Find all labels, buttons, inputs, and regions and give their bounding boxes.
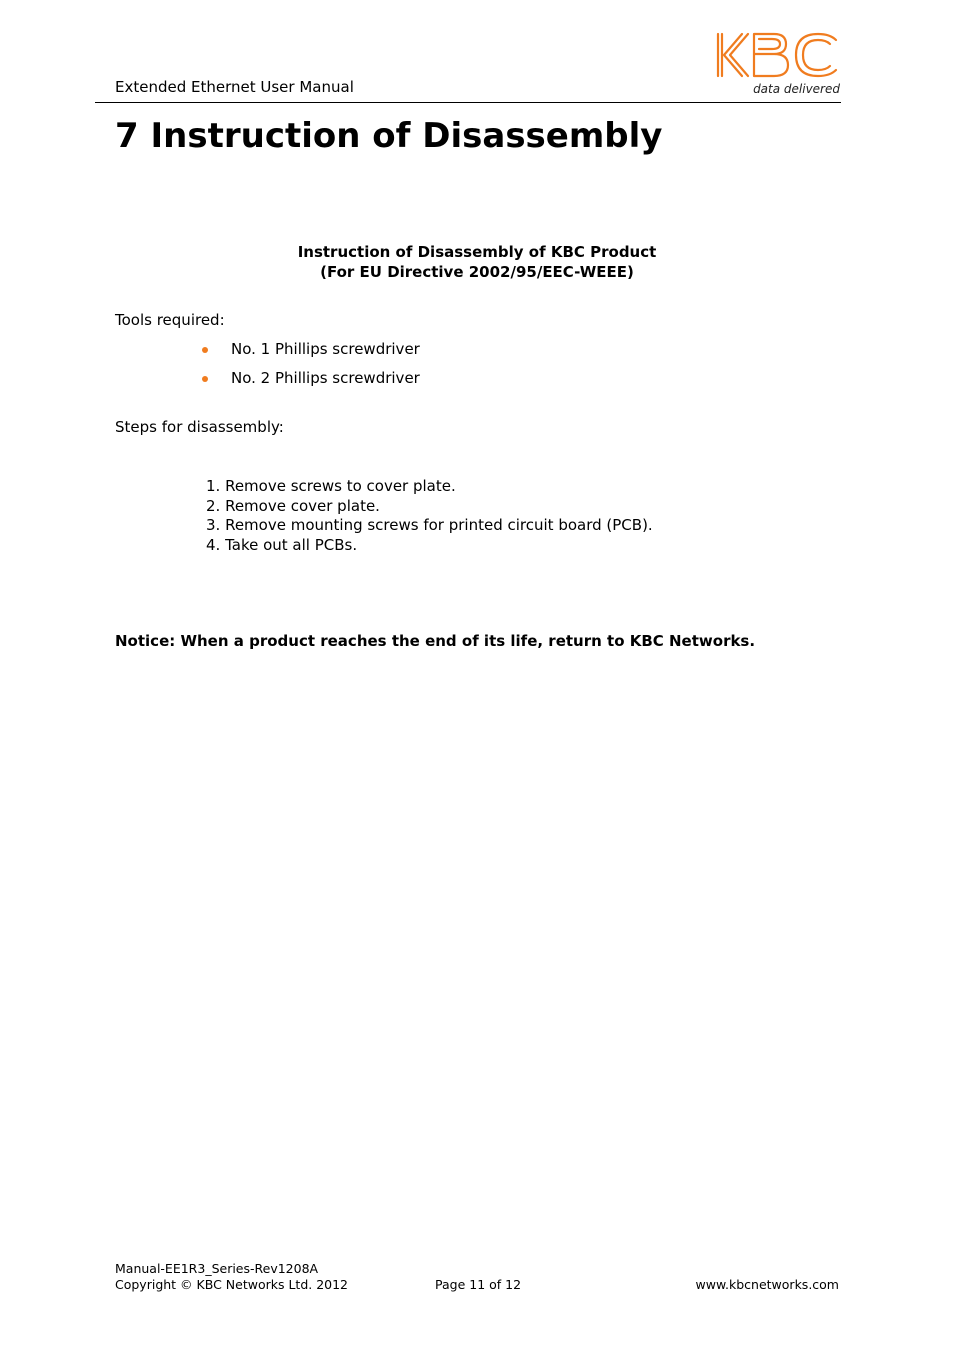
tools-list [200, 340, 420, 398]
section-heading [115, 243, 839, 282]
footer-website: www.kbcnetworks.com [695, 1277, 839, 1292]
header-divider [95, 102, 841, 103]
list-item [200, 369, 420, 388]
header-title: Extended Ethernet User Manual [115, 78, 354, 96]
list-item: 1. Remove screws to cover plate. [206, 477, 456, 495]
section-heading-line-1: Instruction of Disassembly of KBC Product [297, 243, 657, 261]
tool-item-text: No. 2 Phillips screwdriver [231, 369, 420, 387]
footer-page-number: Page 11 of 12 [435, 1277, 522, 1292]
bullet-icon [202, 376, 208, 382]
footer-left [115, 1261, 348, 1293]
tool-item-text: No. 1 Phillips screwdriver [231, 340, 420, 358]
logo-tagline: data delivered [753, 82, 840, 96]
notice-text: Notice: When a product reaches the end of its life, return to KBC Networks. [115, 632, 756, 650]
footer-doc-id: Manual-EE1R3_Series-Rev1208A [115, 1261, 319, 1276]
footer-copyright: Copyright © KBC Networks Ltd. 2012 [115, 1277, 349, 1292]
steps-label: Steps for disassembly: [115, 418, 284, 436]
steps-list [206, 477, 653, 555]
page-title: 7 Instruction of Disassembly [115, 116, 663, 156]
list-item: 4. Take out all PCBs. [206, 535, 358, 554]
section-heading-line-2: (For EU Directive 2002/95/EEC-WEEE) [320, 262, 634, 281]
tools-label: Tools required: [115, 311, 225, 329]
list-item: 2. Remove cover plate. [206, 496, 380, 515]
list-item: 3. Remove mounting screws for printed circuit board (PCB). [206, 516, 653, 534]
bullet-icon [202, 347, 208, 353]
kbc-logo-mark [712, 30, 842, 80]
kbc-logo [712, 30, 844, 100]
list-item [200, 340, 420, 359]
